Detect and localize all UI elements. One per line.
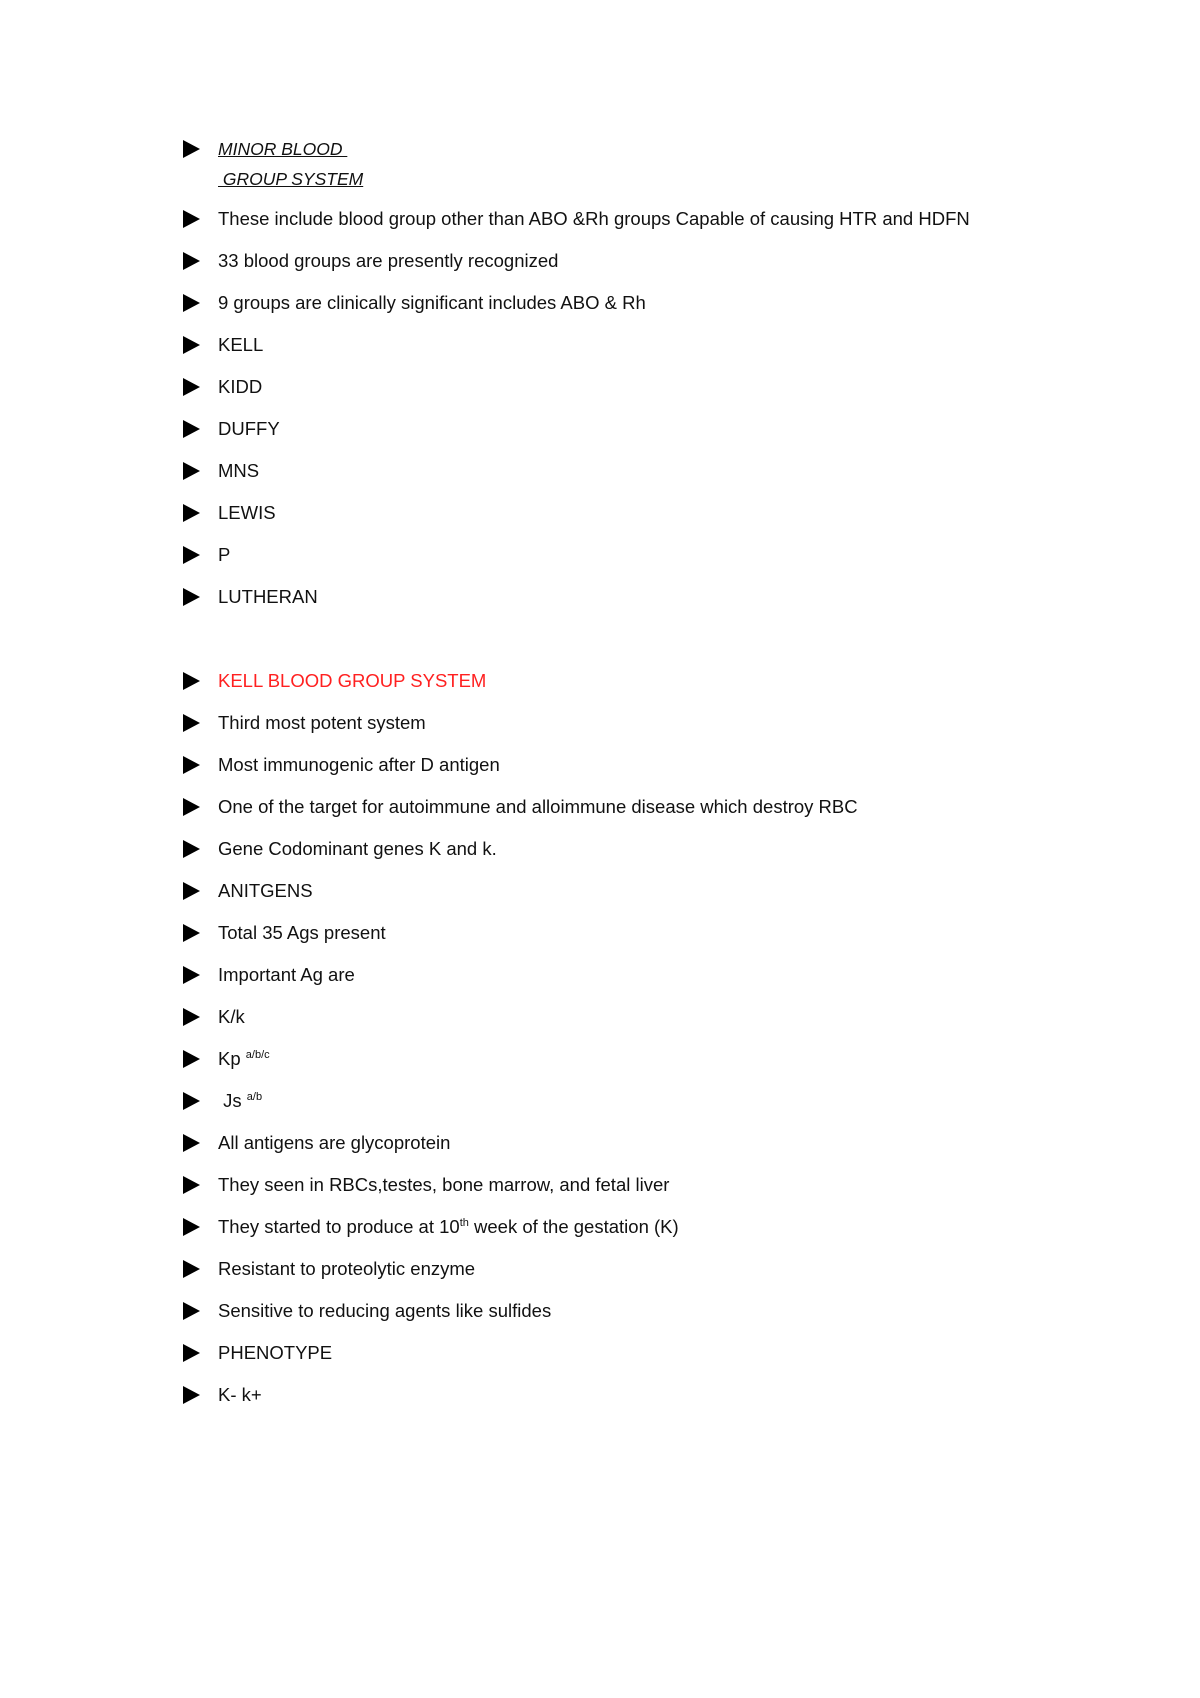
- triangle-bullet-icon: [183, 1386, 200, 1404]
- list-item: [183, 460, 259, 482]
- list-item: [183, 1090, 262, 1112]
- list-item-heading: [183, 670, 486, 692]
- list-item-text: Total 35 Ags present: [218, 922, 386, 943]
- triangle-bullet-icon: [183, 462, 200, 480]
- list-item-text: MNS: [218, 460, 260, 481]
- list-item-text: KELL: [218, 334, 264, 355]
- kp-superscript: a/b/c: [245, 1048, 270, 1061]
- triangle-bullet-icon: [183, 210, 200, 228]
- triangle-bullet-icon: [183, 840, 200, 858]
- list-item-text: LEWIS: [218, 502, 276, 523]
- triangle-bullet-icon: [183, 588, 200, 606]
- list-item-text: Gene Codominant genes K and k.: [218, 838, 497, 859]
- gestation-superscript: th: [459, 1216, 469, 1229]
- list-item: [183, 586, 318, 608]
- list-item: [183, 292, 646, 314]
- list-item: [183, 1342, 332, 1364]
- list-item-text: LUTHERAN: [218, 586, 318, 607]
- kp-antigen: Kp: [218, 1048, 246, 1069]
- triangle-bullet-icon: [183, 672, 200, 690]
- list-item-text: 33 blood groups are presently recognized: [218, 250, 559, 271]
- list-item: [183, 1006, 245, 1028]
- triangle-bullet-icon: [183, 1260, 200, 1278]
- list-item: [183, 964, 355, 986]
- heading-line-1: MINOR BLOOD: [218, 139, 348, 159]
- list-item-text: DUFFY: [218, 418, 280, 439]
- list-item-text: ANITGENS: [218, 880, 313, 901]
- triangle-bullet-icon: [183, 966, 200, 984]
- triangle-bullet-icon: [183, 1050, 200, 1068]
- triangle-bullet-icon: [183, 882, 200, 900]
- list-item: [183, 1258, 475, 1280]
- list-item: [183, 1384, 262, 1406]
- list-item: [183, 1048, 270, 1070]
- triangle-bullet-icon: [183, 1344, 200, 1362]
- list-item: [183, 712, 426, 734]
- triangle-bullet-icon: [183, 504, 200, 522]
- triangle-bullet-icon: [183, 924, 200, 942]
- list-item-text: Important Ag are: [218, 964, 355, 985]
- list-item-text: KIDD: [218, 376, 263, 397]
- list-item: [183, 208, 970, 230]
- list-item: [183, 1216, 679, 1238]
- triangle-bullet-icon: [183, 252, 200, 270]
- list-item-text: Resistant to proteolytic enzyme: [218, 1258, 476, 1279]
- list-item-heading: [183, 138, 363, 190]
- triangle-bullet-icon: [183, 798, 200, 816]
- triangle-bullet-icon: [183, 336, 200, 354]
- list-item-text: K- k+: [218, 1384, 262, 1405]
- list-item-text: All antigens are glycoprotein: [218, 1132, 451, 1153]
- gestation-text-end: week of the gestation (K): [468, 1216, 679, 1237]
- list-item: [183, 880, 313, 902]
- triangle-bullet-icon: [183, 714, 200, 732]
- list-item-text: P: [218, 544, 231, 565]
- triangle-bullet-icon: [183, 1218, 200, 1236]
- gestation-text-start: They started to produce at 10: [218, 1216, 460, 1237]
- triangle-bullet-icon: [183, 140, 200, 158]
- js-antigen: Js: [218, 1090, 247, 1111]
- list-item: [183, 250, 558, 272]
- triangle-bullet-icon: [183, 378, 200, 396]
- list-item-text: They seen in RBCs,testes, bone marrow, and fetal liver: [218, 1174, 670, 1195]
- kell-blood-group-heading: KELL BLOOD GROUP SYSTEM: [218, 670, 487, 691]
- list-item-text: [218, 1048, 270, 1070]
- triangle-bullet-icon: [183, 294, 200, 312]
- list-item: [183, 418, 280, 440]
- triangle-bullet-icon: [183, 756, 200, 774]
- triangle-bullet-icon: [183, 420, 200, 438]
- triangle-bullet-icon: [183, 546, 200, 564]
- list-item: [183, 376, 262, 398]
- list-item-text: K/k: [218, 1006, 245, 1027]
- list-item: [183, 502, 276, 524]
- list-item-text: PHENOTYPE: [218, 1342, 333, 1363]
- list-item-text: [218, 1216, 679, 1238]
- list-item-text: Third most potent system: [218, 712, 426, 733]
- heading-line-2: GROUP SYSTEM: [218, 169, 364, 189]
- triangle-bullet-icon: [183, 1302, 200, 1320]
- list-item-text: [218, 1090, 262, 1112]
- list-item: [183, 922, 386, 944]
- list-item: [183, 754, 500, 776]
- list-item: [183, 334, 263, 356]
- js-superscript: a/b: [246, 1090, 263, 1103]
- minor-blood-group-heading: [218, 138, 363, 190]
- list-item: [183, 1132, 450, 1154]
- list-item: [183, 544, 230, 566]
- list-item: [183, 1174, 669, 1196]
- triangle-bullet-icon: [183, 1092, 200, 1110]
- list-item-text: 9 groups are clinically significant includes ABO & Rh: [218, 292, 646, 313]
- list-item-text: Sensitive to reducing agents like sulfides: [218, 1300, 552, 1321]
- triangle-bullet-icon: [183, 1008, 200, 1026]
- list-item: [183, 796, 858, 818]
- triangle-bullet-icon: [183, 1134, 200, 1152]
- list-item-text: One of the target for autoimmune and alloimmune disease which destroy RBC: [218, 796, 858, 817]
- triangle-bullet-icon: [183, 1176, 200, 1194]
- list-item: [183, 1300, 551, 1322]
- list-item-text: Most immunogenic after D antigen: [218, 754, 500, 775]
- list-item: [183, 838, 497, 860]
- list-item-text: These include blood group other than ABO &Rh groups Capable of causing HTR and HDFN: [218, 208, 970, 229]
